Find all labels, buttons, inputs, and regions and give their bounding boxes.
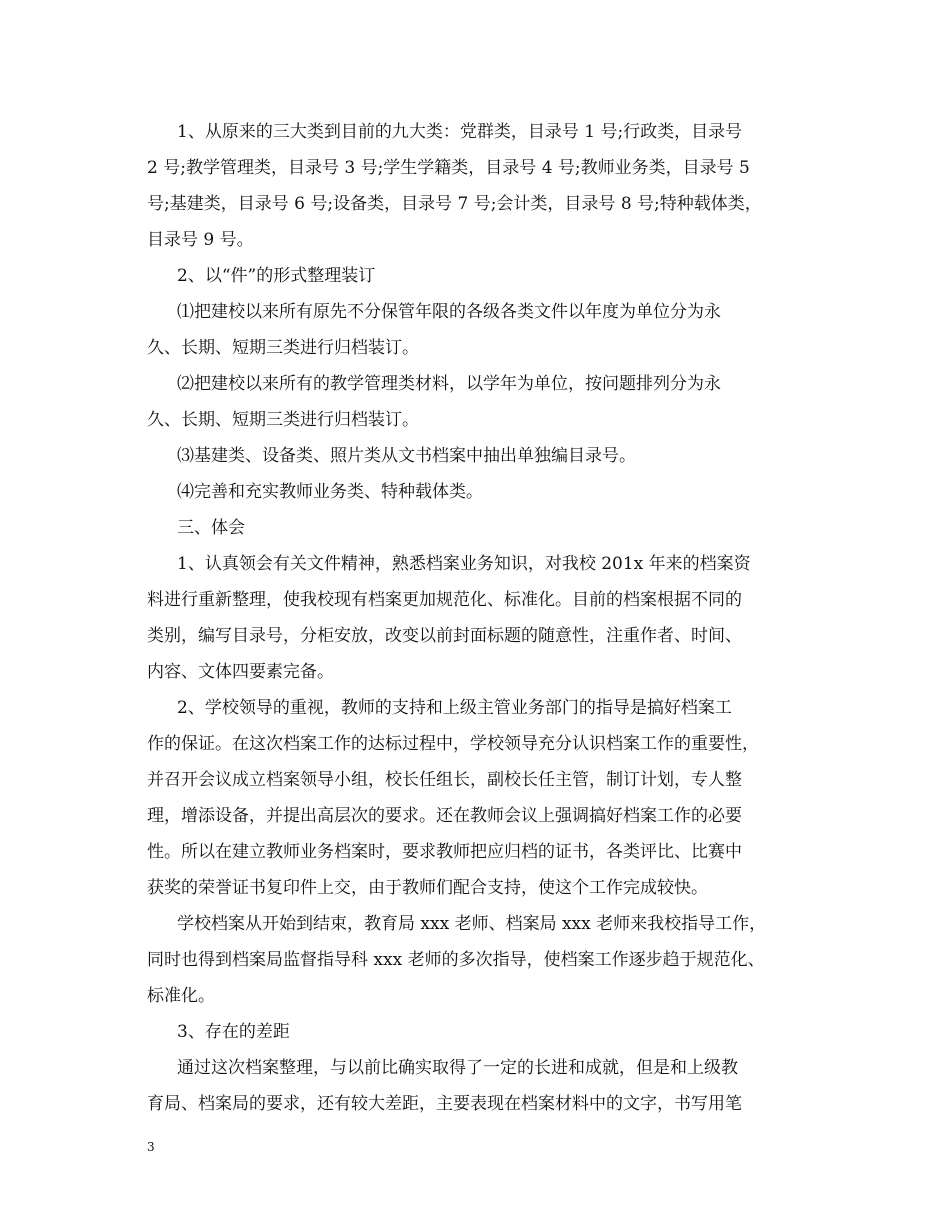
text-line: 内容、文体四要素完备。 [147,662,334,682]
text-line: 久、长期、短期三类进行归档装订。 [147,410,419,430]
text-line: 学校档案从开始到结束，教育局 xxx 老师、档案局 xxx 老师来我校指导工作， [177,914,767,934]
section-heading: 三、体会 [177,518,245,538]
text-line: ⑴把建校以来所有原先不分保管年限的各级各类文件以年度为单位分为永 [177,302,721,322]
text-line: 标准化。 [147,986,215,1006]
text-line: 1、认真领会有关文件精神，熟悉档案业务知识，对我校 201x 年来的档案资 [177,554,751,574]
text-line: ⑶基建类、设备类、照片类从文书档案中抽出单独编目录号。 [177,446,636,466]
text-line: ⑷完善和充实教师业务类、特种载体类。 [177,482,483,502]
text-line: 2、学校领导的重视，教师的支持和上级主管业务部门的指导是搞好档案工 [177,698,732,718]
text-line: 作的保证。在这次档案工作的达标过程中，学校领导充分认识档案工作的重要性， [147,734,759,754]
text-line: 类别，编写目录号，分柜安放，改变以前封面标题的随意性，注重作者、时间、 [147,626,742,646]
text-line: 目录号 9 号。 [147,230,254,250]
page-number: 3 [147,1140,155,1154]
section-heading: 3、存在的差距 [177,1022,290,1042]
text-line: 久、长期、短期三类进行归档装订。 [147,338,419,358]
text-line: 料进行重新整理，使我校现有档案更加规范化、标准化。目前的档案根据不同的 [147,590,742,610]
text-line: 获奖的荣誉证书复印件上交，由于教师们配合支持，使这个工作完成较快。 [147,878,708,898]
text-line: 号;基建类，目录号 6 号;设备类，目录号 7 号;会计类，目录号 8 号;特种载体类， [147,194,762,214]
text-line: 并召开会议成立档案领导小组，校长任组长，副校长任主管，制订计划，专人整 [147,770,742,790]
text-line: 理，增添设备，并提出高层次的要求。还在教师会议上强调搞好档案工作的必要 [147,806,742,826]
section-heading: 2、以“件”的形式整理装订 [177,266,376,286]
text-line: ⑵把建校以来所有的教学管理类材料，以学年为单位，按问题排列分为永 [177,374,721,394]
text-line: 同时也得到档案局监督指导科 xxx 老师的多次指导，使档案工作逐步趋于规范化、 [147,950,765,970]
text-line: 2 号;教学管理类，目录号 3 号;学生学籍类，目录号 4 号;教师业务类，目录号 5 [147,158,750,178]
text-line: 性。所以在建立教师业务档案时，要求教师把应归档的证书，各类评比、比赛中 [147,842,742,862]
text-line: 1、从原来的三大类到目前的九大类：党群类，目录号 1 号;行政类，目录号 [177,122,743,142]
text-line: 育局、档案局的要求，还有较大差距，主要表现在档案材料中的文字，书写用笔 [147,1094,742,1114]
text-line: 通过这次档案整理，与以前比确实取得了一定的长进和成就，但是和上级教 [177,1058,738,1078]
